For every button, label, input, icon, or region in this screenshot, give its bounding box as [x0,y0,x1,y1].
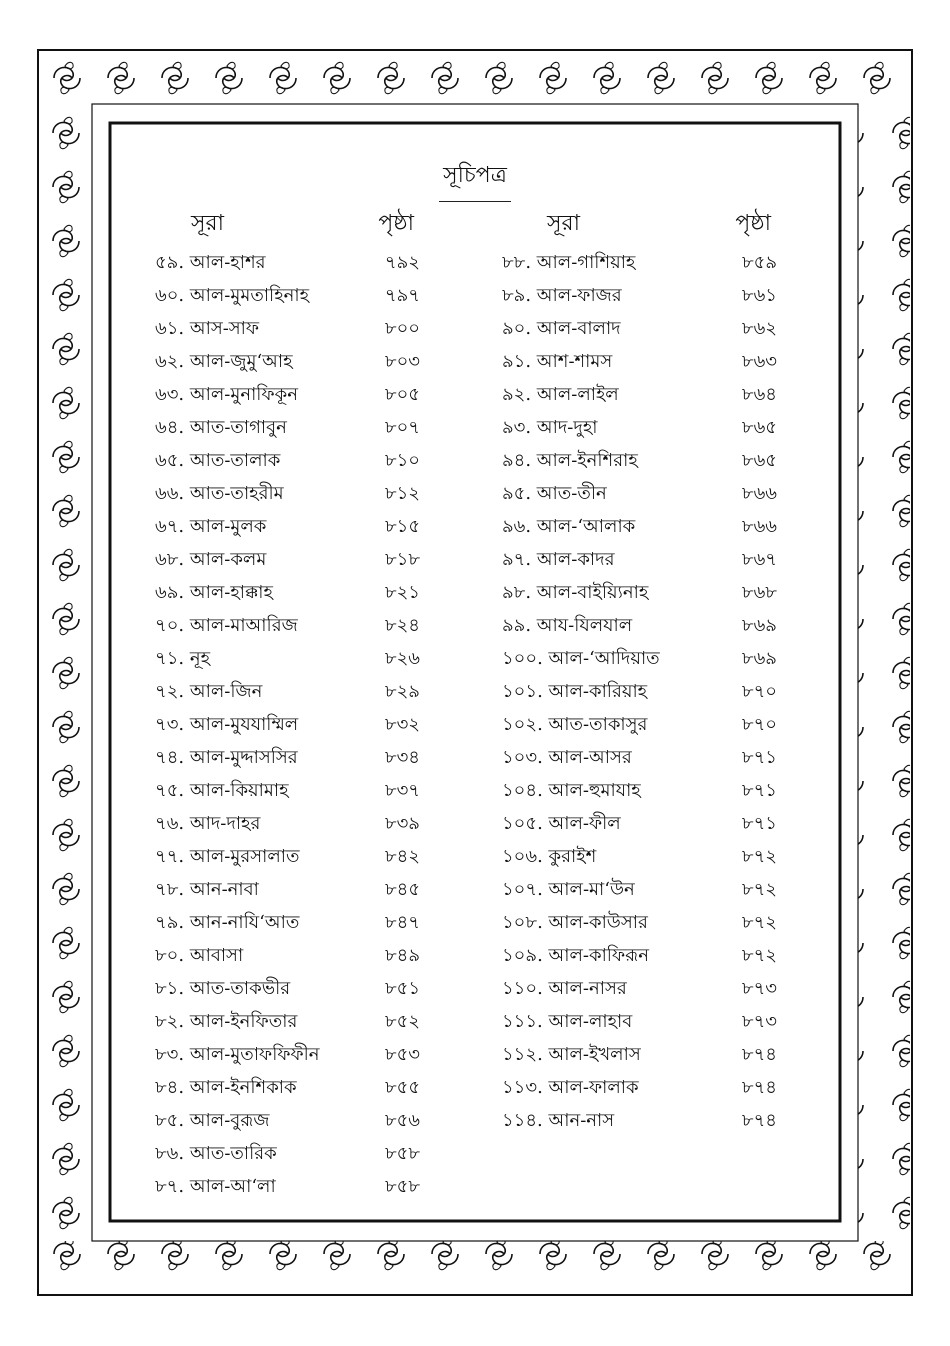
toc-entry [502,807,777,840]
toc-entry [502,906,777,939]
toc-entry [502,873,777,906]
toc-entry [502,939,777,972]
toc-entry [502,1038,777,1071]
toc-entry [502,444,777,477]
toc-entry [155,543,420,576]
sura-name: ৯৮. আল-বাইয়্যিনাহ [502,582,649,603]
page-number: ৮৬৫ [741,417,777,438]
sura-name: ৮২. আল-ইনফিতার [155,1011,298,1032]
page-number: ৮৭০ [741,714,777,735]
sura-name: ৬৩. আল-মুনাফিকূন [155,384,298,405]
page-number: ৮৫১ [384,978,420,999]
sura-name: ৭২. আল-জিন [155,681,263,702]
sura-name: ১১৪. আন-নাস [502,1110,615,1131]
page-number: ৮০৫ [384,384,420,405]
page-number: ৮৭৩ [741,978,777,999]
sura-name: ৮৩. আল-মুতাফফিফীন [155,1044,320,1065]
toc-entry [502,510,777,543]
toc-entry [155,873,420,906]
page-number: ৮৫৮ [384,1143,420,1164]
toc-entry [155,312,420,345]
toc-entry [155,708,420,741]
page-number: ৮৫৩ [384,1044,420,1065]
sura-name: ৭৬. আদ-দাহর [155,813,261,834]
sura-name: ৯৬. আল-‘আলাক [502,516,636,537]
page-number: ৭৯৭ [384,285,420,306]
page-number: ৮০৩ [384,351,420,372]
page-number: ৮৪৫ [384,879,420,900]
sura-name: ১১০. আল-নাসর [502,978,627,999]
sura-name: ৬৮. আল-কলম [155,549,267,570]
toc-entry [502,675,777,708]
column-header [502,206,777,246]
page-number: ৮০৭ [384,417,420,438]
sura-name: ৯২. আল-লাইল [502,384,619,405]
page-number: ৮৭১ [741,747,777,768]
page-number: ৮৭২ [741,945,777,966]
page-number: ৮৪৯ [384,945,420,966]
page-number: ৮৬৫ [741,450,777,471]
sura-name: ৬৬. আত-তাহরীম [155,483,284,504]
sura-name: ৬১. আস-সাফ [155,318,260,339]
sura-name: ৭১. নূহ [155,648,211,669]
toc-entry [155,1170,420,1203]
sura-name: ১১৩. আল-ফালাক [502,1077,639,1098]
page-header: পৃষ্ঠা [378,211,414,236]
column-header [155,206,420,246]
sura-name: ৬০. আল-মুমতাহিনাহ [155,285,310,306]
toc-entry [155,972,420,1005]
page-number: ৮৬৯ [741,615,777,636]
page-number: ৮৬৬ [741,516,777,537]
toc-entry [502,1071,777,1104]
toc-list-left [155,246,420,1203]
toc-entry [155,840,420,873]
page-number: ৮০০ [384,318,420,339]
sura-name: ৯৫. আত-তীন [502,483,607,504]
sura-name: ৯০. আল-বালাদ [502,318,621,339]
toc-entry [155,411,420,444]
page-number: ৮৪৭ [384,912,420,933]
toc-column-left [155,206,420,1203]
page-number: ৮৩৯ [384,813,420,834]
sura-name: ৮১. আত-তাকভীর [155,978,291,999]
toc-entry [502,312,777,345]
page-number: ৮৬১ [741,285,777,306]
toc-column-right [502,206,777,1137]
sura-name: ১০৩. আল-আসর [502,747,632,768]
toc-list-right [502,246,777,1137]
toc-entry [155,1038,420,1071]
page-number: ৮৬২ [741,318,777,339]
sura-name: ৭৭. আল-মুরসালাত [155,846,300,867]
page-number: ৮৩৪ [384,747,420,768]
sura-name: ১০৪. আল-হুমাযাহ [502,780,641,801]
sura-name: ৯৩. আদ-দুহা [502,417,598,438]
toc-entry [502,972,777,1005]
sura-name: ৯৭. আল-কাদর [502,549,615,570]
sura-name: ৭৮. আন-নাবা [155,879,259,900]
toc-entry [502,543,777,576]
page-number: ৮৫৬ [384,1110,420,1131]
page-number: ৮২৪ [384,615,420,636]
sura-name: ১০৬. কুরাইশ [502,846,597,867]
sura-name: ৭৩. আল-মুযযাম্মিল [155,714,299,735]
toc-entry [502,378,777,411]
toc-entry [155,741,420,774]
sura-name: ৯৪. আল-ইনশিরাহ [502,450,638,471]
page-number: ৮৫৯ [741,252,777,273]
sura-name: ১০৫. আল-ফীল [502,813,621,834]
toc-entry [155,939,420,972]
page-number: ৮৭৩ [741,1011,777,1032]
toc-entry [502,708,777,741]
sura-name: ১০৯. আল-কাফিরূন [502,945,649,966]
toc-entry [155,1104,420,1137]
sura-name: ১০০. আল-‘আদিয়াত [502,648,660,669]
page-number: ৮৫২ [384,1011,420,1032]
page-number: ৮২৯ [384,681,420,702]
toc-entry [155,345,420,378]
toc-entry [502,279,777,312]
toc-entry [155,1137,420,1170]
sura-name: ৭৫. আল-কিয়ামাহ [155,780,289,801]
page-number: ৮৬৪ [741,384,777,405]
page-number: ৮৬৩ [741,351,777,372]
page-number: ৮৭১ [741,780,777,801]
page-title-text: সূচিপত্র [439,158,511,202]
toc-entry [502,609,777,642]
toc-entry [155,576,420,609]
toc-entry [155,1071,420,1104]
sura-name: ১০৮. আল-কাউসার [502,912,648,933]
page-number: ৭৯২ [384,252,420,273]
toc-entry [502,576,777,609]
page-number: ৮৬৯ [741,648,777,669]
page-number: ৮১০ [384,450,420,471]
sura-name: ৫৯. আল-হাশর [155,252,266,273]
sura-name: ৯৯. আয-যিলযাল [502,615,633,636]
page-number: ৮৫৫ [384,1077,420,1098]
sura-name: ১০১. আল-কারিয়াহ [502,681,648,702]
page-number: ৮৭৪ [741,1077,777,1098]
toc-entry [502,840,777,873]
page-number: ৮৩৭ [384,780,420,801]
page-number: ৮৬৮ [741,582,777,603]
sura-name: ৮৯. আল-ফাজর [502,285,622,306]
toc-entry [155,279,420,312]
sura-header: সূরা [191,211,225,236]
sura-name: ৬৯. আল-হাক্কাহ [155,582,273,603]
page-number: ৮১৮ [384,549,420,570]
page-number: ৮৭২ [741,912,777,933]
toc-entry [155,675,420,708]
page-number: ৮৭০ [741,681,777,702]
sura-name: ৮০. আবাসা [155,945,244,966]
sura-name: ৭৪. আল-মুদ্দাসসির [155,747,298,768]
page-number: ৮৭৪ [741,1110,777,1131]
page-number: ৮১২ [384,483,420,504]
toc-entry [502,642,777,675]
toc-entry [155,906,420,939]
sura-name: ৮৫. আল-বুরূজ [155,1110,270,1131]
sura-name: ৭০. আল-মাআরিজ [155,615,298,636]
page-header: পৃষ্ঠা [735,211,771,236]
toc-entry [155,246,420,279]
page-number: ৮৭২ [741,879,777,900]
page-number: ৮৬৬ [741,483,777,504]
toc-entry [502,1005,777,1038]
sura-name: ৬২. আল-জুমু‘আহ [155,351,293,372]
sura-name: ৮৮. আল-গাশিয়াহ [502,252,636,273]
page-number: ৮২১ [384,582,420,603]
toc-entry [155,807,420,840]
sura-name: ৭৯. আন-নাযি‘আত [155,912,300,933]
sura-header: সূরা [547,211,581,236]
toc-entry [155,642,420,675]
sura-name: ৬৪. আত-তাগাবুন [155,417,287,438]
page-number: ৮৭৪ [741,1044,777,1065]
toc-entry [502,345,777,378]
page-number: ৮৬৭ [741,549,777,570]
toc-entry [502,1104,777,1137]
page-number: ৮৭২ [741,846,777,867]
sura-name: ১০২. আত-তাকাসুর [502,714,648,735]
toc-entry [502,477,777,510]
sura-name: ১০৭. আল-মা‘উন [502,879,635,900]
sura-name: ৮৭. আল-আ‘লা [155,1176,276,1197]
page-number: ৮৭১ [741,813,777,834]
page-number: ৮১৫ [384,516,420,537]
toc-entry [155,510,420,543]
sura-name: ৮৬. আত-তারিক [155,1143,277,1164]
toc-entry [502,774,777,807]
toc-entry [502,246,777,279]
sura-name: ১১২. আল-ইখলাস [502,1044,641,1065]
toc-entry [502,411,777,444]
sura-name: ১১১. আল-লাহাব [502,1011,633,1032]
page-number: ৮৩২ [384,714,420,735]
sura-name: ৮৪. আল-ইনশিকাক [155,1077,297,1098]
sura-name: ৯১. আশ-শামস [502,351,613,372]
toc-entry [155,477,420,510]
toc-entry [502,741,777,774]
sura-name: ৬৫. আত-তালাক [155,450,281,471]
toc-entry [155,1005,420,1038]
page-number: ৮৪২ [384,846,420,867]
toc-entry [155,774,420,807]
page-number: ৮৫৮ [384,1176,420,1197]
page-title [0,158,950,202]
toc-entry [155,378,420,411]
sura-name: ৬৭. আল-মুলক [155,516,267,537]
toc-entry [155,609,420,642]
toc-entry [155,444,420,477]
page-number: ৮২৬ [384,648,420,669]
